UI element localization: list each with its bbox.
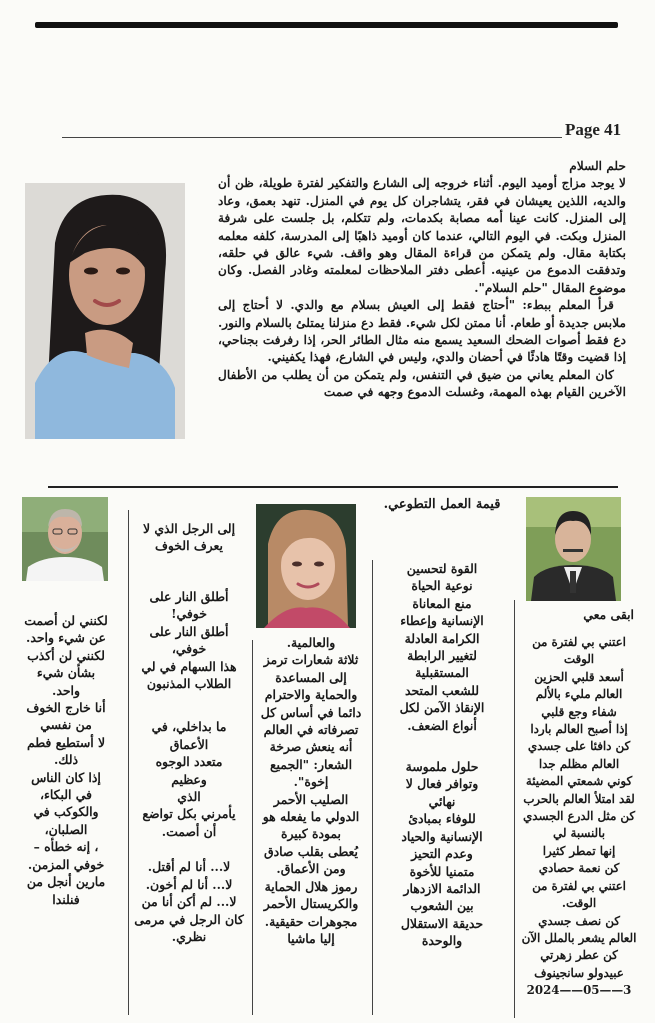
- text-line: متمنيا للأخوة: [409, 863, 475, 879]
- text-line: الإنسانية والحياد: [401, 828, 483, 844]
- poem-right: [522, 606, 634, 623]
- poem-line: هذا السهام في لي: [141, 658, 237, 674]
- text-line: أنه ينعش صرخة: [269, 739, 353, 755]
- text-line: دائما في أساس كل: [260, 704, 362, 720]
- poem-line: لا... لم أكن أنا من: [141, 894, 237, 910]
- article-title: قيمة العمل التطوعي.: [383, 497, 501, 512]
- text-line: يُعطى بقلب صادق: [264, 843, 358, 859]
- poem-line: بشأن شيء: [36, 665, 96, 681]
- text-line: والوحدة: [421, 933, 463, 949]
- poem-date: 3——05——2024: [526, 983, 632, 998]
- poem-line: لا... أنا لم أخون.: [145, 876, 233, 892]
- text-line: للوفاء بمبادئ: [408, 811, 476, 827]
- poem-left-col-1: [130, 588, 248, 945]
- text-line: منع المعاناة: [412, 595, 472, 611]
- poem-line: العالم مظلم جدا: [538, 756, 620, 771]
- volunteer-title: [374, 495, 510, 514]
- author-photo-woman-2: [256, 504, 356, 628]
- poem-line: كن عطر زهرتي: [540, 948, 618, 963]
- text-line: الإنسانية وإعطاء: [400, 613, 484, 629]
- text-line: حديقة الاستقلال: [400, 915, 484, 931]
- poem-line: كن مثل الدرع الجسدي بالنسبة لي: [523, 809, 635, 841]
- poem-line: كوني شمعتي المضيئة: [525, 774, 633, 789]
- poem-title: ابقى معي: [583, 607, 634, 622]
- poem-line: خوفي!: [171, 606, 207, 622]
- column-rule: [128, 510, 129, 1015]
- poem-line: لا... أنا لم أقتل.: [147, 859, 231, 875]
- text-line: نوعية الحياة: [411, 578, 473, 594]
- poem-line: ذلك.: [53, 752, 79, 768]
- poem-line: لقد امتلأ العالم بالحرب: [523, 791, 635, 806]
- page-number: Page 41: [565, 120, 622, 139]
- header-rule: [62, 137, 562, 138]
- poem-line: وعظيم: [171, 771, 207, 787]
- poem-line: واحد.: [52, 682, 80, 698]
- poem-line: أطلق النار على: [149, 589, 229, 604]
- poem-title: إلى الرجل الذي لا يعرف الخوف: [142, 521, 236, 554]
- main-article: [218, 158, 626, 402]
- article-paragraph: كان المعلم يعاني من ضيق في التنفس، ولم يتمكن من أن يطلب من الأطفال الآخرين القيام بهذه المهمة، وغسلت الدموع وجهه في صمت: [218, 367, 626, 400]
- poem-line: من نفسي: [40, 717, 92, 733]
- poem-line: ما بداخلي، في: [151, 719, 227, 735]
- poem-line: مارين أنجل من: [26, 874, 106, 890]
- text-line: القوة لتحسين: [406, 561, 478, 576]
- poem-line: عن شيء واحد.: [26, 630, 106, 646]
- article-title: حلم السلام: [569, 159, 626, 173]
- poem-line: إذا كان الناس: [31, 769, 101, 785]
- section-divider: [48, 486, 618, 488]
- text-line: والحماية والاحترام: [264, 687, 358, 703]
- poem-line: إذا أصبح العالم باردا: [530, 722, 628, 737]
- text-line: والعالمية.: [286, 635, 336, 650]
- poem-line: شفاء وجع قلبي: [541, 704, 617, 719]
- text-line: بمودة كبيرة: [280, 826, 342, 842]
- text-line: بين الشعوب: [410, 898, 474, 914]
- poem-line: إنها تمطر كثيرا: [542, 843, 616, 858]
- poem-line: أطلق النار على: [149, 623, 229, 639]
- text-line: حلول ملموسة: [405, 759, 479, 775]
- volunteer-col-1: [374, 560, 510, 950]
- text-line: للشعب المتحد: [404, 682, 479, 698]
- text-line: وعدم التحيز: [411, 846, 473, 862]
- poem-line: في البكاء،: [40, 787, 92, 803]
- text-line: لتغيير الرابطة: [407, 648, 477, 664]
- poem-line: لكنني لن أصمت: [24, 613, 108, 628]
- poem-author: إليا ماشيا: [287, 930, 335, 946]
- poem-line: لا أستطيع فطم: [26, 734, 106, 750]
- article-paragraph: لا يوجد مزاج أوميد اليوم. أثناء خروجه إلى الشارع والتفكير لفترة طويلة، ظن أن والديه، اللذين يعيشان في فقر، يتشاجران كل يوم في المنزل. تنهد بعمق، وعاد إلى المنزل. كانت عينا أمه مصابة بكدمات، ولم تتكلم، بل جلست على شرفة المنزل وبكت. في اليوم التالي، عندما كان أوميد ذاهبًا إلى المدرسة، كلفه معلمه بكتابة مقال. ولم يتمكن من قراءة المقال وهو واقف. شيء عالق في حلقه، وتدفقت الدموع من عينيه. أعطى دفتر الملاحظات لمعلمته وغادر الفصل. وكان موضوع المقال "حلم السلام".: [218, 176, 626, 295]
- poem-line: والكوكب في: [33, 804, 99, 820]
- poem-line: اعتني بي لفترة من الوقت.: [532, 878, 626, 911]
- text-line: إلى المساعدة: [275, 669, 347, 685]
- text-line: ومن الأعماق.: [276, 861, 346, 877]
- poem-left-title: [130, 520, 248, 555]
- poem-right-body: [516, 634, 642, 1000]
- poem-line: متعدد الوجوه: [155, 754, 223, 770]
- poem-line: لكنني لن أكذب: [27, 647, 105, 663]
- text-line: نهائي: [428, 793, 456, 809]
- poem-line: أن أصمت.: [161, 823, 217, 839]
- text-line: أنواع الضعف.: [407, 717, 477, 733]
- text-line: رموز هلال الحماية: [264, 878, 358, 894]
- text-line: وتوافر فعال لا: [405, 776, 479, 792]
- poem-line: اعتني بي لفترة من الوقت: [532, 635, 626, 667]
- poem-line: ، إنه خطأه –: [33, 839, 99, 855]
- author-photo-woman: [25, 183, 185, 439]
- poem-author: عبيدولو سانجينوف: [534, 965, 624, 980]
- poem-author: فنلندا: [52, 891, 80, 907]
- column-rule: [372, 560, 373, 1015]
- text-line: الصليب الأحمر: [273, 791, 349, 807]
- poem-line: كن نعمة حصادي: [538, 861, 620, 876]
- poem-line: الطلاب المذنبون: [146, 676, 232, 692]
- poem-line: الأعماق: [169, 736, 209, 752]
- text-line: المستقبلية: [415, 665, 469, 681]
- poem-line: الصلبان،: [44, 821, 88, 837]
- poem-line: خوفي،: [171, 641, 207, 657]
- column-rule: [252, 640, 253, 1015]
- poem-line: كن نصف جسدي: [538, 913, 620, 928]
- poem-line: الذي: [177, 789, 201, 805]
- text-line: الدائمة الازدهار: [403, 880, 481, 896]
- text-line: الكرامة العادلة: [404, 630, 480, 646]
- poem-line: العالم يشعر بالملل الآن: [521, 930, 637, 945]
- poem-left-col-2: [4, 612, 128, 908]
- author-photo-man-2: [22, 497, 108, 581]
- author-photo-man: [526, 497, 621, 601]
- poem-line: كن دافئا على جسدي: [527, 739, 631, 754]
- text-line: الدولي ما يفعله هو: [262, 809, 360, 825]
- poem-line: أسعد قلبي الحزين: [534, 669, 624, 684]
- volunteer-col-2: [250, 634, 372, 947]
- text-line: مجوهرات حقيقية.: [264, 913, 358, 929]
- text-line: الإنقاذ الآمن لكل: [399, 700, 485, 716]
- poem-line: نظري.: [171, 928, 207, 944]
- article-paragraph: قرأ المعلم ببطء: "أحتاج فقط إلى العيش بسلام مع والدي. لا أحتاج إلى ملابس جديدة أو طعام. أنا ممتن لكل شيء. فقط دع منزلنا يمتلئ بالسلام والنور. دع فقط أصوات الضحك السعيد يسمع منه مثال الطائر الحر، إذا رفرفت بجناحي، إذا قضيت وقتًا هادئًا في أحضان والدي، وليس في الشارع، فهذا يكفيني.: [218, 298, 626, 365]
- text-line: والكريستال الأحمر: [263, 896, 359, 912]
- column-rule: [514, 600, 515, 1018]
- text-line: الشعار: "الجميع: [269, 756, 353, 772]
- text-line: تصرفاته في العالم: [263, 722, 359, 738]
- poem-line: أنا خارج الخوف: [26, 700, 106, 716]
- top-rule: [35, 22, 618, 28]
- poem-line: خوفي المزمن.: [27, 856, 105, 872]
- text-line: إخوة".: [293, 774, 329, 790]
- text-line: ثلاثة شعارات ترمز: [263, 652, 359, 668]
- poem-line: يأمرني بكل تواضع: [142, 806, 236, 822]
- poem-line: كان الرجل في مرمى: [134, 911, 244, 927]
- poem-line: العالم مليء بالألم: [535, 687, 623, 702]
